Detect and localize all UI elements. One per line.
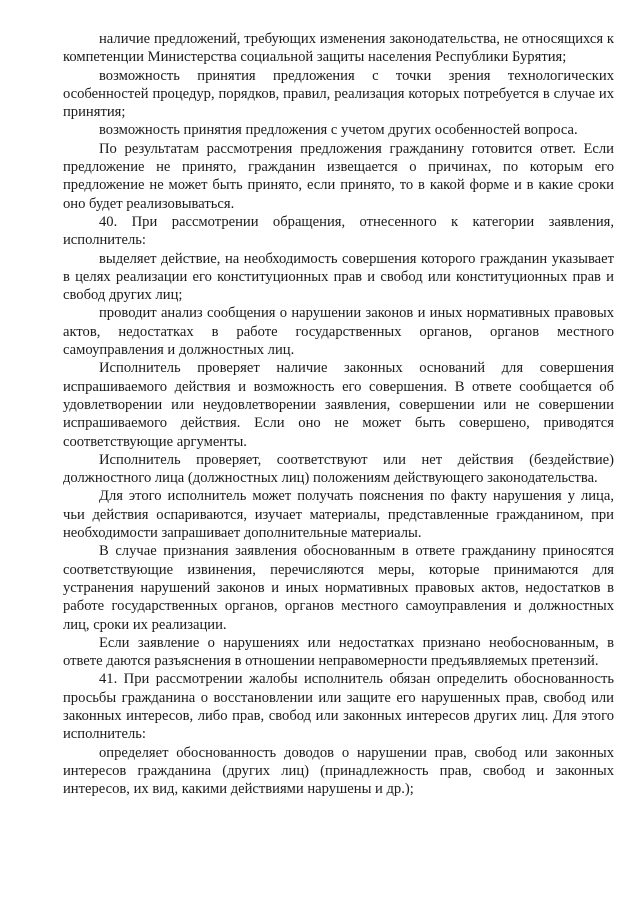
- paragraph-proposal-technology: возможность принятия предложения с точки зрения технологических особенностей процедур, порядков, правил, реализация которых потребуется в случае их принятия;: [63, 67, 614, 121]
- paragraph-clause-40: 40. При рассмотрении обращения, отнесенного к категории заявления, исполнитель:: [63, 213, 614, 249]
- paragraph-proposal-other: возможность принятия предложения с учетом других особенностей вопроса.: [99, 122, 578, 139]
- paragraph-clause-41: 41. При рассмотрении жалобы исполнитель обязан определить обоснованность просьбы гражданина о восстановлении или защите его нарушенных прав, свобод или законных интересов, либо прав, свобод или законных интересов других лиц. Для этого исполнитель:: [63, 671, 614, 743]
- paragraph-unjustified-claim: Если заявление о нарушениях или недостатках признано необоснованным, в ответе даются разъяснения в отношении неправомерности предъявляемых претензий.: [63, 634, 614, 670]
- paragraph-legal-grounds: Исполнитель проверяет наличие законных оснований для совершения испрашиваемого действия и возможность его совершения. В ответе сообщается об удовлетворении или неудовлетворении заявления, совершении или не совершении испрашиваемого действия. Если оно не может быть совершено, приводятся соответствующие аргументы.: [63, 360, 614, 450]
- paragraph-explanations: Для этого исполнитель может получать пояснения по факту нарушения у лица, чьи действия оспариваются, изучает материалы, представленные гражданином, при необходимости запрашивает дополнительные материалы.: [63, 488, 614, 542]
- paragraph-proposal-legislation: наличие предложений, требующих изменения законодательства, не относящихся к компетенции Министерства социальной защиты населения Республики Бурятия;: [63, 31, 614, 66]
- paragraph-justified-claim: В случае признания заявления обоснованным в ответе гражданину приносятся соответствующие извинения, перечисляются меры, которые принимаются для устранения нарушений законов и иных нормативных правовых актов, недостатков в работе государственных органов, органов местного самоуправления и должностных лиц, сроки их реализации.: [63, 543, 614, 633]
- paragraph-determine-validity: определяет обоснованность доводов о нарушении прав, свобод или законных интересов гражданина (других лиц) (принадлежность прав, свобод и законных интересов, их вид, какими действиями нарушены и др.);: [63, 744, 614, 798]
- document-page: [63, 30, 614, 798]
- paragraph-action-identify: выделяет действие, на необходимость совершения которого гражданин указывает в целях реализации его конституционных прав и свобод или конституционных прав и свобод других лиц;: [63, 250, 614, 304]
- paragraph-proposal-result: По результатам рассмотрения предложения гражданину готовится ответ. Если предложение не принято, гражданин извещается о причинах, по которым его предложение не может быть принято, если принято, то в какой форме и в какие сроки оно будет реализовываться.: [63, 140, 614, 212]
- paragraph-compliance-check: Исполнитель проверяет, соответствуют или нет действия (бездействие) должностного лица (должностных лиц) положениям действующего законодательства.: [63, 451, 614, 487]
- paragraph-analysis: проводит анализ сообщения о нарушении законов и иных нормативных правовых актов, недостатках в работе государственных органов, органов местного самоуправления и должностных лиц.: [63, 305, 614, 359]
